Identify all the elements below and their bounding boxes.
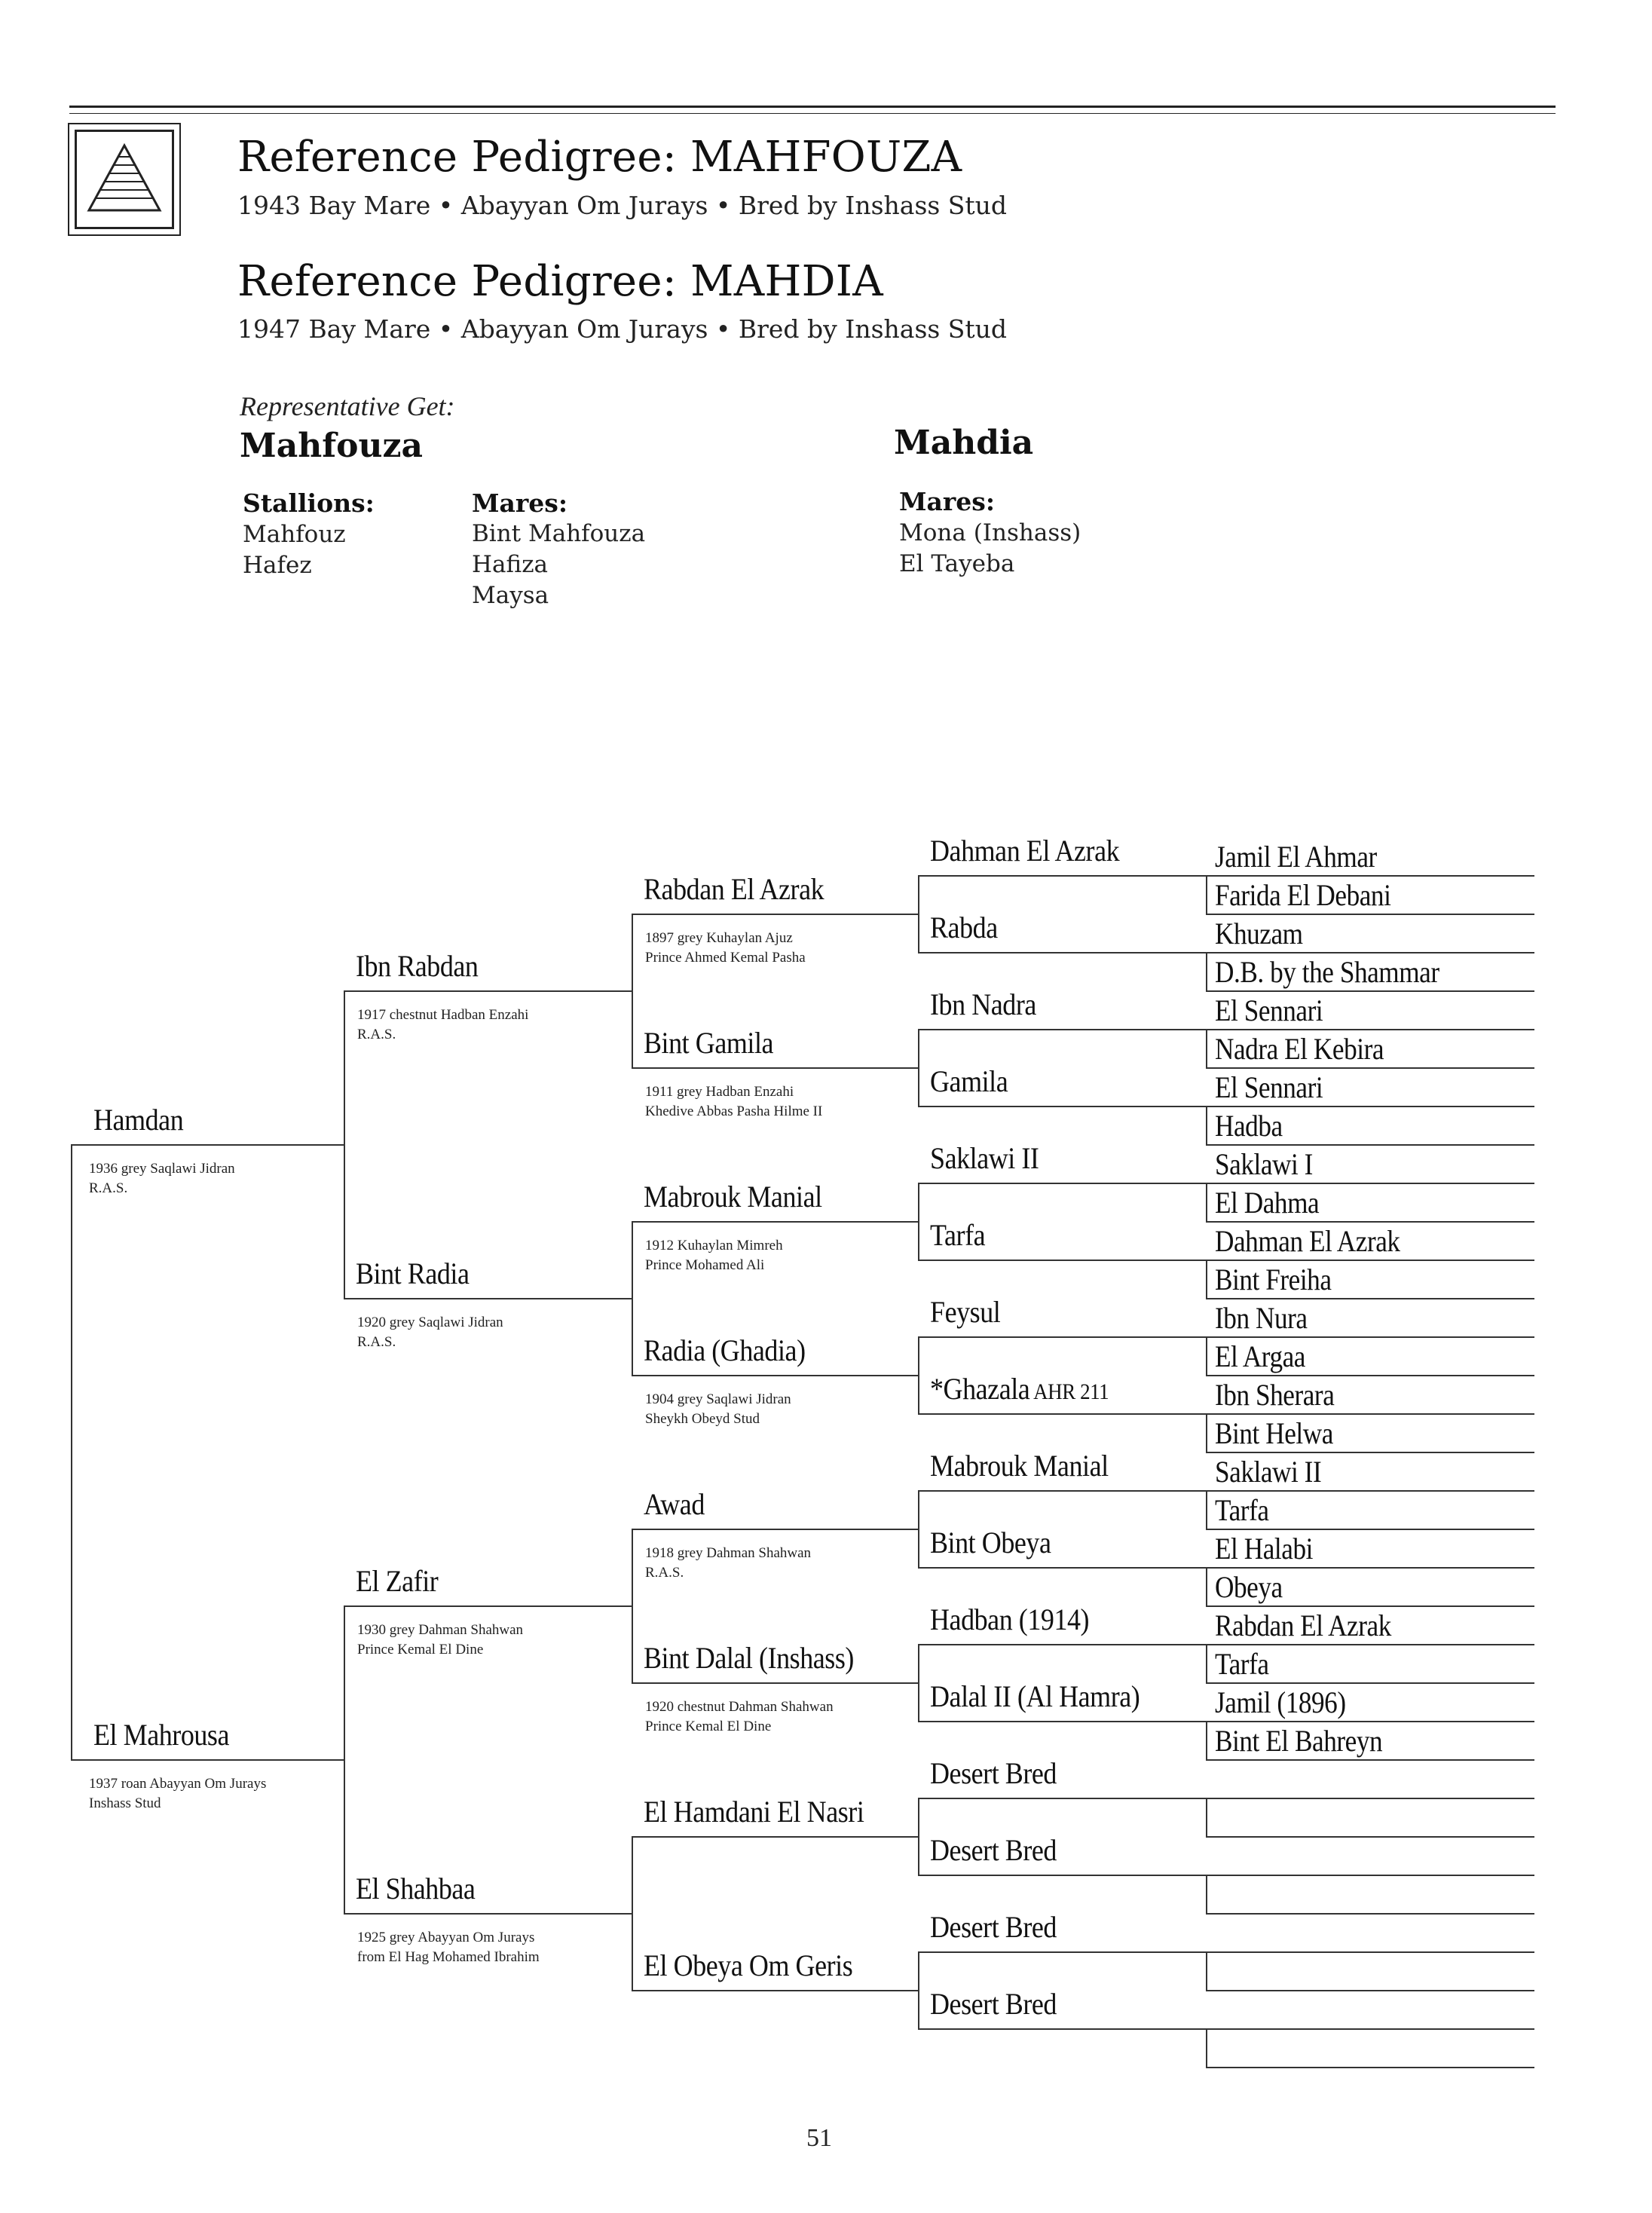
connector-line xyxy=(344,1605,632,1607)
page-title-mahdia: Reference Pedigree: MAHDIA xyxy=(237,257,883,306)
gen4-ancestor-registry: AHR 211 xyxy=(1029,1379,1109,1404)
connector-line xyxy=(918,952,1206,953)
connector-line xyxy=(918,875,1206,877)
gen5-ancestor-name: Khuzam xyxy=(1215,917,1303,950)
connector-line xyxy=(1206,2028,1534,2030)
gen5-ancestor-name: Tarfa xyxy=(1215,1647,1269,1681)
connector-line xyxy=(1206,1413,1534,1415)
connector-line xyxy=(918,1798,919,1876)
gen4-ancestor-name-text: Dahman El Azrak xyxy=(930,834,1120,868)
detail-line: 1911 grey Hadban Enzahi xyxy=(645,1084,794,1100)
gen3-ancestor-details xyxy=(645,1390,791,1429)
gen4-ancestor-name-text: Bint Obeya xyxy=(930,1526,1051,1560)
connector-line xyxy=(918,1029,919,1107)
gen4-ancestor-name-text: Dalal II (Al Hamra) xyxy=(930,1679,1140,1713)
connector-line xyxy=(1206,1490,1534,1492)
gen5-ancestor-name: Jamil El Ahmar xyxy=(1215,840,1377,874)
page-subtitle-mahdia: 1947 Bay Mare • Abayyan Om Jurays • Bred by Inshass Stud xyxy=(237,314,1008,344)
detail-line: Prince Kemal El Dine xyxy=(645,1719,772,1734)
detail-line: 1936 grey Saqlawi Jidran xyxy=(89,1161,235,1177)
gen3-ancestor-name: Mabrouk Manial xyxy=(644,1180,822,1214)
detail-line: 1904 grey Saqlawi Jidran xyxy=(645,1391,791,1407)
detail-line: R.A.S. xyxy=(357,1334,396,1350)
gen3-ancestor-details xyxy=(645,1697,834,1737)
gen4-ancestor-name xyxy=(930,1909,1057,1945)
gen4-ancestor-name-text: Hadban (1914) xyxy=(930,1602,1090,1636)
connector-line xyxy=(1206,1067,1534,1069)
connector-line xyxy=(1206,1644,1207,1684)
gen3-ancestor-name: Bint Gamila xyxy=(644,1026,774,1060)
connector-line xyxy=(632,1836,633,1991)
mahfouza-mare-item: Maysa xyxy=(472,582,549,609)
connector-line xyxy=(918,1490,1206,1492)
connector-line xyxy=(1206,1644,1534,1645)
gen4-ancestor-name xyxy=(930,1294,1000,1330)
connector-line xyxy=(918,1413,1206,1415)
representative-get-label: Representative Get: xyxy=(240,391,455,421)
gen5-ancestor-name: Dahman El Azrak xyxy=(1215,1224,1400,1258)
gen5-ancestor-name: Tarfa xyxy=(1215,1493,1269,1527)
detail-line: 1917 chestnut Hadban Enzahi xyxy=(357,1007,529,1023)
connector-line xyxy=(632,914,918,915)
connector-line xyxy=(918,1490,919,1569)
connector-line xyxy=(1206,1529,1534,1530)
connector-line xyxy=(632,1221,918,1223)
connector-line xyxy=(1206,1183,1207,1223)
connector-line xyxy=(1206,1183,1534,1184)
gen5-ancestor-name: El Halabi xyxy=(1215,1532,1313,1566)
gen1-ancestor-details xyxy=(89,1159,235,1198)
connector-line xyxy=(918,1644,919,1722)
gen3-ancestor-name: Rabdan El Azrak xyxy=(644,872,824,906)
gen5-ancestor-name: Hadba xyxy=(1215,1109,1283,1143)
connector-line xyxy=(1206,1336,1534,1338)
connector-line xyxy=(918,1644,1206,1645)
detail-line: 1918 grey Dahman Shahwan xyxy=(645,1545,812,1561)
gen4-ancestor-name xyxy=(930,1602,1089,1637)
gen2-ancestor-details xyxy=(357,1928,540,1967)
connector-line xyxy=(632,1529,633,1684)
connector-line xyxy=(1206,1144,1534,1146)
gen5-ancestor-name: D.B. by the Shammar xyxy=(1215,955,1439,989)
gen4-ancestor-name-text: Rabda xyxy=(930,911,998,944)
detail-line: R.A.S. xyxy=(89,1180,128,1196)
connector-line xyxy=(1206,1336,1207,1376)
gen5-ancestor-name: El Sennari xyxy=(1215,993,1323,1027)
detail-line: R.A.S. xyxy=(357,1027,396,1042)
gen5-ancestor-name: Obeya xyxy=(1215,1570,1283,1604)
connector-line xyxy=(918,1029,1206,1030)
gen3-ancestor-name: El Hamdani El Nasri xyxy=(644,1795,864,1829)
connector-line xyxy=(918,1875,1206,1876)
detail-line: 1930 grey Dahman Shahwan xyxy=(357,1622,524,1638)
detail-line: 1925 grey Abayyan Om Jurays xyxy=(357,1930,535,1945)
connector-line xyxy=(1206,1951,1534,1953)
mahfouza-mare-item: Bint Mahfouza xyxy=(472,520,646,547)
connector-line xyxy=(1206,1260,1534,1261)
gen4-ancestor-name-text: *Ghazala xyxy=(930,1372,1030,1406)
connector-line xyxy=(344,1605,345,1915)
connector-line xyxy=(918,1260,1206,1261)
gen2-ancestor-details xyxy=(357,1621,523,1660)
gen4-ancestor-name xyxy=(930,1371,1109,1406)
pyramid-icon xyxy=(77,132,172,227)
connector-line xyxy=(1206,1721,1534,1722)
connector-line xyxy=(1206,1298,1534,1299)
connector-line xyxy=(1206,1413,1207,1453)
connector-line xyxy=(918,1798,1206,1799)
connector-line xyxy=(344,990,345,1299)
connector-line xyxy=(1206,1106,1207,1146)
gen2-ancestor-name: El Zafir xyxy=(356,1564,439,1598)
gen3-ancestor-name: Bint Dalal (Inshass) xyxy=(644,1641,854,1675)
connector-line xyxy=(632,1221,633,1376)
detail-line: 1912 Kuhaylan Mimreh xyxy=(645,1238,783,1253)
connector-line xyxy=(632,1067,918,1069)
detail-line: 1897 grey Kuhaylan Ajuz xyxy=(645,930,793,946)
gen5-ancestor-name: Farida El Debani xyxy=(1215,878,1391,912)
mahfouza-heading: Mahfouza xyxy=(240,427,423,465)
gen5-ancestor-name: El Dahma xyxy=(1215,1186,1320,1220)
connector-line xyxy=(1206,1682,1534,1684)
detail-line: R.A.S. xyxy=(645,1565,684,1581)
connector-line xyxy=(632,1682,918,1684)
connector-line xyxy=(632,1529,918,1530)
gen3-ancestor-name: El Obeya Om Geris xyxy=(644,1948,853,1982)
connector-line xyxy=(918,1721,1206,1722)
connector-line xyxy=(1206,1951,1207,1991)
connector-line xyxy=(1206,1875,1207,1915)
gen5-ancestor-name: Nadra El Kebira xyxy=(1215,1032,1384,1066)
connector-line xyxy=(632,1990,918,1991)
connector-line xyxy=(71,1759,344,1761)
detail-line: Sheykh Obeyd Stud xyxy=(645,1411,760,1427)
gen4-ancestor-name-text: Feysul xyxy=(930,1295,1001,1329)
connector-line xyxy=(1206,1798,1207,1838)
detail-line: 1937 roan Abayyan Om Jurays xyxy=(89,1776,267,1792)
connector-line xyxy=(918,1106,1206,1107)
gen2-ancestor-details xyxy=(357,1313,503,1352)
connector-line xyxy=(1206,1260,1207,1299)
gen4-ancestor-name xyxy=(930,1448,1109,1483)
connector-line xyxy=(1206,875,1534,877)
connector-line xyxy=(1206,914,1534,915)
detail-line: from El Hag Mohamed Ibrahim xyxy=(357,1949,540,1965)
mahdia-mares-label: Mares: xyxy=(899,487,996,516)
gen4-ancestor-name-text: Saklawi II xyxy=(930,1141,1039,1175)
detail-line: Prince Kemal El Dine xyxy=(357,1642,484,1657)
connector-line xyxy=(1206,1452,1534,1453)
connector-line xyxy=(918,1183,1206,1184)
gen5-ancestor-name: Ibn Nura xyxy=(1215,1301,1308,1335)
connector-line xyxy=(1206,1759,1534,1761)
gen5-ancestor-name: Rabdan El Azrak xyxy=(1215,1608,1391,1642)
connector-line xyxy=(1206,1798,1534,1799)
connector-line xyxy=(1206,1106,1534,1107)
connector-line xyxy=(918,875,919,953)
gen4-ancestor-name xyxy=(930,833,1119,868)
gen5-ancestor-name: El Argaa xyxy=(1215,1339,1305,1373)
gen4-ancestor-name-text: Desert Bred xyxy=(930,1833,1057,1867)
page-number: 51 xyxy=(806,2124,832,2152)
detail-line: Khedive Abbas Pasha Hilme II xyxy=(645,1103,823,1119)
gen4-ancestor-name-text: Desert Bred xyxy=(930,1987,1057,2021)
gen4-ancestor-name-text: Mabrouk Manial xyxy=(930,1449,1109,1483)
detail-line: Prince Mohamed Ali xyxy=(645,1257,765,1273)
connector-line xyxy=(1206,1029,1534,1030)
mahfouza-mares-label: Mares: xyxy=(472,488,568,518)
connector-line xyxy=(1206,1490,1207,1530)
gen1-ancestor-name: El Mahrousa xyxy=(93,1718,230,1752)
connector-line xyxy=(918,1336,919,1415)
connector-line xyxy=(1206,2067,1534,2068)
connector-line xyxy=(1206,1990,1534,1991)
gen4-ancestor-name-text: Gamila xyxy=(930,1064,1008,1098)
connector-line xyxy=(918,1336,1206,1338)
gen5-ancestor-name: Saklawi I xyxy=(1215,1147,1313,1181)
gen4-ancestor-name xyxy=(930,1064,1008,1099)
gen5-ancestor-name: Jamil (1896) xyxy=(1215,1685,1346,1719)
connector-line xyxy=(71,1144,344,1146)
gen5-ancestor-name: Saklawi II xyxy=(1215,1455,1322,1489)
mahdia-mare-item: Mona (Inshass) xyxy=(899,519,1081,546)
connector-line xyxy=(918,1183,919,1261)
gen4-ancestor-name xyxy=(930,1525,1051,1560)
gen2-ancestor-name: Ibn Rabdan xyxy=(356,949,479,983)
connector-line xyxy=(344,1913,632,1915)
page-title-mahfouza: Reference Pedigree: MAHFOUZA xyxy=(237,133,962,182)
detail-line: 1920 chestnut Dahman Shahwan xyxy=(645,1699,834,1715)
mahfouza-mare-item: Hafiza xyxy=(472,551,549,578)
gen4-ancestor-name xyxy=(930,910,998,945)
gen1-ancestor-name: Hamdan xyxy=(93,1103,184,1137)
mahdia-mare-item: El Tayeba xyxy=(899,550,1015,577)
gen5-ancestor-name: Bint Helwa xyxy=(1215,1416,1333,1450)
gen4-ancestor-name-text: Desert Bred xyxy=(930,1756,1057,1790)
gen5-ancestor-name: Bint El Bahreyn xyxy=(1215,1724,1383,1758)
gen2-ancestor-name: El Shahbaa xyxy=(356,1872,476,1905)
gen4-ancestor-name xyxy=(930,1755,1057,1791)
gen4-ancestor-name xyxy=(930,1986,1057,2022)
page-subtitle-mahfouza: 1943 Bay Mare • Abayyan Om Jurays • Bred by Inshass Stud xyxy=(237,191,1008,220)
connector-line xyxy=(918,1567,1206,1569)
connector-line xyxy=(632,1375,918,1376)
mahfouza-stallions-label: Stallions: xyxy=(243,488,375,518)
connector-line xyxy=(344,1298,632,1299)
gen4-ancestor-name xyxy=(930,1832,1057,1868)
connector-line xyxy=(632,1836,918,1838)
connector-line xyxy=(1206,875,1207,915)
connector-line xyxy=(344,990,632,992)
gen4-ancestor-name xyxy=(930,987,1036,1022)
gen4-ancestor-name-text: Ibn Nadra xyxy=(930,987,1036,1021)
detail-line: 1920 grey Saqlawi Jidran xyxy=(357,1315,503,1330)
connector-line xyxy=(1206,1221,1534,1223)
gen3-ancestor-details xyxy=(645,929,806,968)
connector-line xyxy=(918,1951,1206,1953)
gen3-ancestor-details xyxy=(645,1544,811,1583)
connector-line xyxy=(1206,1567,1534,1569)
connector-line xyxy=(1206,1913,1534,1915)
connector-line xyxy=(1206,1567,1207,1607)
gen4-ancestor-name-text: Desert Bred xyxy=(930,1910,1057,1944)
gen5-ancestor-name: El Sennari xyxy=(1215,1070,1323,1104)
gen3-ancestor-name: Radia (Ghadia) xyxy=(644,1333,806,1367)
gen4-ancestor-name-text: Tarfa xyxy=(930,1218,986,1252)
connector-line xyxy=(1206,1836,1534,1838)
connector-line xyxy=(71,1144,72,1761)
top-rule-thin xyxy=(69,113,1556,114)
connector-line xyxy=(1206,952,1207,992)
connector-line xyxy=(1206,2028,1207,2068)
connector-line xyxy=(1206,1029,1207,1069)
mahfouza-stallion-item: Hafez xyxy=(243,552,312,579)
gen2-ancestor-name: Bint Radia xyxy=(356,1256,470,1290)
gen1-ancestor-details xyxy=(89,1774,266,1814)
gen2-ancestor-details xyxy=(357,1005,528,1045)
detail-line: Inshass Stud xyxy=(89,1795,161,1811)
connector-line xyxy=(918,1951,919,2030)
gen3-ancestor-details xyxy=(645,1082,822,1122)
gen4-ancestor-name xyxy=(930,1217,985,1253)
connector-line xyxy=(1206,1375,1534,1376)
connector-line xyxy=(1206,1721,1207,1761)
gen4-ancestor-name xyxy=(930,1679,1140,1714)
gen4-ancestor-name xyxy=(930,1140,1039,1176)
gen3-ancestor-details xyxy=(645,1236,783,1275)
connector-line xyxy=(1206,952,1534,953)
mahfouza-stallion-item: Mahfouz xyxy=(243,521,346,548)
connector-line xyxy=(918,2028,1206,2030)
detail-line: Prince Ahmed Kemal Pasha xyxy=(645,950,806,966)
top-rule-thick xyxy=(69,106,1556,108)
gen5-ancestor-name: Ibn Sherara xyxy=(1215,1378,1335,1412)
mahdia-heading: Mahdia xyxy=(894,424,1034,462)
connector-line xyxy=(1206,1605,1534,1607)
connector-line xyxy=(1206,1875,1534,1876)
connector-line xyxy=(1206,990,1534,992)
logo-box xyxy=(68,123,181,236)
connector-line xyxy=(632,914,633,1069)
gen3-ancestor-name: Awad xyxy=(644,1487,705,1521)
gen5-ancestor-name: Bint Freiha xyxy=(1215,1263,1332,1296)
